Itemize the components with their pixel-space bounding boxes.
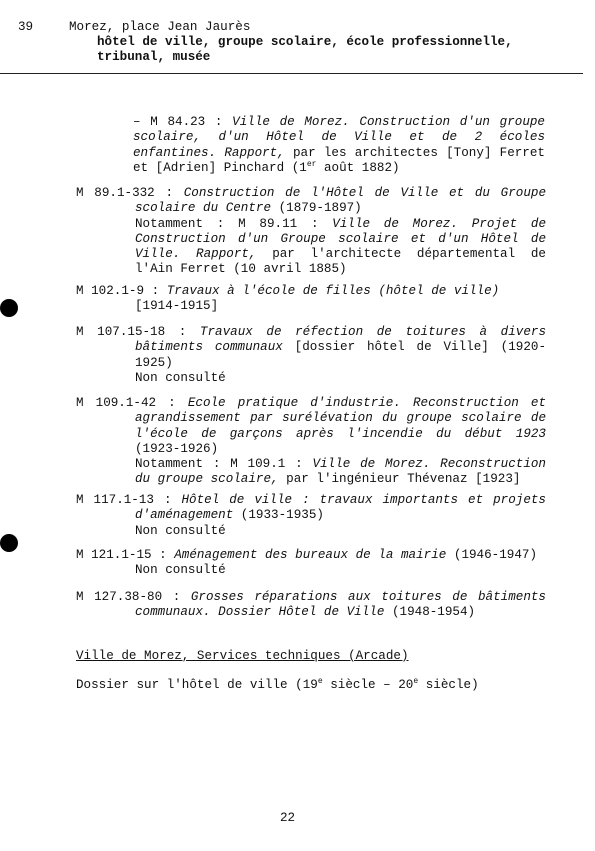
consultation-status: Non consulté [135,523,226,538]
margin-bullet-2 [0,534,18,552]
archive-entry-m107 [76,325,546,386]
archive-entry-m89 [76,186,546,278]
page-number: 22 [280,811,296,825]
archive-entry-m117 [76,493,546,539]
consultation-status: Non consulté [135,563,226,578]
entry-code: M 121.1-15 : [76,548,175,562]
entry-code: M 89.1-332 : [76,186,184,200]
entry-date: (1923-1926) [135,441,219,456]
record-number: 39 [18,20,34,34]
note-prefix: Notamment : M 109.1 : [135,457,313,472]
entry-title: Grosses réparations aux toitures de bâtiments communaux. Dossier Hôtel de Ville [135,590,546,620]
entry-date: [dossier hôtel de Ville] (1920-1925) [135,340,547,370]
section-dossier-line [76,678,479,693]
entry-title: Ville de Morez. Construction d'un groupe scolaire, d'un Hôtel de Ville et de 2 écoles enfantines. Rapport, [133,115,545,160]
entry-date: [1914-1915] [135,299,219,314]
entry-title: Travaux de réfection de toitures à divers bâtiments communaux [135,325,546,355]
location-heading: Morez, place Jean Jaurès [69,20,251,34]
margin-bullet-1 [0,299,18,317]
note-title: Ville de Morez. Reconstruction du groupe scolaire, [135,457,546,487]
entry-title: Ecole pratique d'industrie. Reconstruction et agrandissement par surélévation du groupe scolaire de l'école de garçons après l'incendie du début 1923 [135,396,547,441]
archive-entry-m121 [76,548,546,579]
entry-title: Travaux à l'école de filles (hôtel de ville) [166,284,500,298]
entry-code: M 117.1-13 : [76,493,182,507]
entry-date: (1946-1947) [446,548,538,562]
note-prefix: Notamment : M 89.11 : [135,216,333,231]
century-superscript: e [317,677,323,686]
subject-line-1: hôtel de ville, groupe scolaire, école professionnelle, [97,35,513,49]
section-heading: Ville de Morez, Services techniques (Arcade) [76,649,409,663]
entry-code: M 107.15-18 : [76,325,200,339]
entry-date: août 1882) [316,160,400,175]
entry-title: Hôtel de ville : travaux importants et projets d'aménagement [135,493,546,523]
note-author-date: par l'ingénieur Thévenaz [1923] [278,472,521,487]
archive-entry-m102 [76,284,546,315]
entry-code: M 109.1-42 : [76,396,188,410]
consultation-status: Non consulté [135,370,226,385]
entry-date: (1879-1897) [271,201,362,216]
archive-entry-m109 [76,396,546,488]
note-author-date: par l'architecte départemental de l'Ain Ferret (10 avril 1885) [135,247,546,277]
entry-date: (1948-1954) [384,605,476,620]
entry-code: – M 84.23 : [133,115,233,129]
header-divider [0,73,583,74]
ordinal-superscript: er [306,159,317,169]
entry-code: M 127.38-80 : [76,590,191,604]
entry-date: (1933-1935) [233,508,324,523]
dossier-text-end: siècle) [418,678,479,692]
subject-line-2: tribunal, musée [97,50,211,64]
note-title: Ville de Morez. Projet de Construction d'un Groupe scolaire et d'un Hôtel de Ville. Rapport, [135,216,547,262]
archive-entry-m127 [76,590,546,621]
dossier-text-middle: siècle – 20 [322,678,414,692]
entry-title: Construction de l'Hôtel de Ville et du Groupe scolaire du Centre [135,186,546,216]
dossier-text-start: Dossier sur l'hôtel de ville (19 [76,678,318,692]
entry-title: Aménagement des bureaux de la mairie [174,548,447,562]
century-superscript: e [413,677,419,686]
archive-entry-m84-23 [133,115,545,176]
entry-code: M 102.1-9 : [76,284,167,298]
entry-authors: par les architectes [Tony] Ferret et [Adrien] Pinchard (1 [133,145,545,175]
